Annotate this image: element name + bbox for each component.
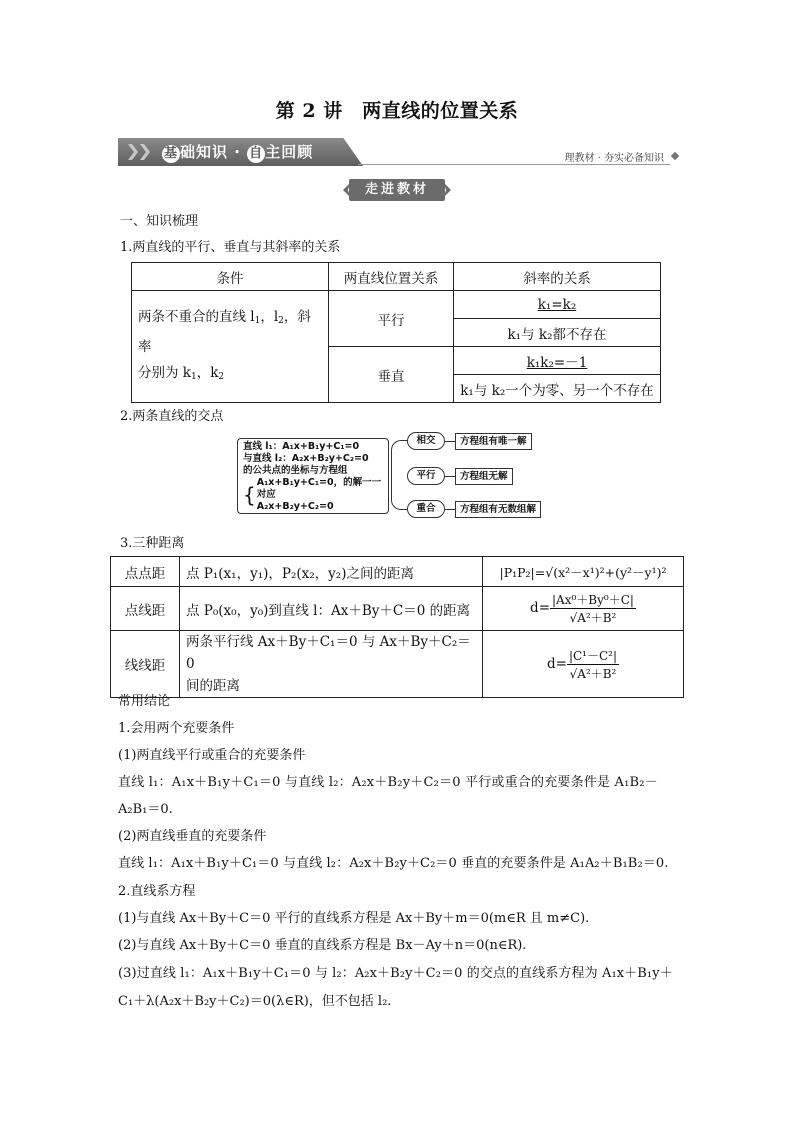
table-cell: 点线距 xyxy=(111,587,180,631)
conclusion-1b-text: 直线 l₁：A₁x＋B₁y＋C₁＝0 与直线 l₂：A₂x＋B₂y＋C₂＝0 垂直的充要条件是 A₁A₂＋B₁B₂＝0. xyxy=(118,856,669,871)
section-banner xyxy=(118,138,678,168)
heading-knowledge: 一、知识梳理 xyxy=(120,214,199,229)
intersect-node: 相交 xyxy=(407,432,445,450)
table-cell: k₁k₂=－1 xyxy=(454,347,661,375)
coincide-node: 重合 xyxy=(407,500,445,518)
diagram-system-box: 直线 l₁：A₁x+B₁y+C₁=0 与直线 l₂：A₂x+B₂y+C₂=0 的公共点的坐标与方程组 { A₁x+B₁y+C₁=0，的解一一对应 A₂x+B₂y+C₂=0 xyxy=(237,438,389,514)
connector-line xyxy=(445,476,455,477)
table-cell: k₁=k₂ xyxy=(454,291,661,319)
table-cell: k₁与 k₂一个为零、另一个不存在 xyxy=(454,375,661,403)
conclusion-1a-text: 直线 l₁：A₁x＋B₁y＋C₁＝0 与直线 l₂：A₂x＋B₂y＋C₂＝0 平行或重合的充要条件是 A₁B₂－ xyxy=(118,775,658,790)
table-header: 条件 xyxy=(132,263,329,291)
conclusion-1a-text-cont: A₂B₁＝0. xyxy=(118,802,173,817)
result-unique: 方程组有唯一解 xyxy=(455,433,532,450)
common-conclusions-heading: 常用结论 xyxy=(118,694,171,709)
intersection-diagram xyxy=(237,432,557,518)
conclusion-2a: (1)与直线 Ax＋By＋C＝0 平行的直线系方程是 Ax＋By＋m＝0(m∈R 且 m≠C). xyxy=(118,911,590,926)
diamond-icon xyxy=(671,152,679,160)
table-cell: 点 P₁(x₁，y₁)，P₂(x₂，y₂)之间的距离 xyxy=(180,557,483,587)
parallel-cell: 平行 xyxy=(329,291,454,347)
item-2-heading: 2.两条直线的交点 xyxy=(120,409,224,424)
item-1-heading: 1.两直线的平行、垂直与其斜率的关系 xyxy=(120,240,341,255)
conclusion-2c: (3)过直线 l₁：A₁x＋B₁y＋C₁＝0 与 l₂：A₂x＋B₂y＋C₂＝0 的交点的直线系方程为 A₁x＋B₁y＋ xyxy=(118,966,673,981)
distance-fraction: $\frac{\text{|C¹－C²|}}{\text{√A²＋B²}}$ xyxy=(568,648,618,681)
table-header: 两直线位置关系 xyxy=(329,263,454,291)
diagram-brace xyxy=(391,440,408,510)
tag-label: 走进教材 xyxy=(349,179,445,201)
conclusion-1b: (2)两直线垂直的充要条件 xyxy=(118,829,267,844)
banner-divider xyxy=(358,164,670,165)
table-cell: 点点距 xyxy=(111,557,180,587)
connector-line xyxy=(445,509,455,510)
parallel-node: 平行 xyxy=(407,467,445,485)
conclusion-2b: (2)与直线 Ax＋By＋C＝0 垂直的直线系方程是 Bx－Ay＋n＝0(n∈R). xyxy=(118,938,527,953)
page-title: 第 2 讲 两直线的位置关系 xyxy=(275,100,519,122)
conclusion-2-heading: 2.直线系方程 xyxy=(118,884,196,899)
conclusion-1a: (1)两直线平行或重合的充要条件 xyxy=(118,748,306,763)
slope-relation-table xyxy=(131,262,661,403)
banner-subtitle: 理教材 · 夯实必备知识 xyxy=(564,153,664,164)
conclusion-2c-cont: C₁＋λ(A₂x＋B₂y＋C₂)＝0(λ∈R)，但不包括 l₂. xyxy=(118,994,392,1009)
table-cell: 点 P₀(x₀，y₀)到直线 l：Ax＋By＋C＝0 的距离 xyxy=(180,587,483,631)
distance-fraction: $\frac{\text{|Ax⁰＋By⁰＋C|}}{\text{√A²＋B²}}$ xyxy=(552,593,634,625)
table-cell: |P₁P₂|=√(x²－x¹)²+(y²－y¹)² xyxy=(483,557,684,587)
item-3-heading: 3.三种距离 xyxy=(120,536,185,551)
table-header: 斜率的关系 xyxy=(454,263,661,291)
table-cell: k₁与 k₂都不存在 xyxy=(454,319,661,347)
table-cell: 两条平行线 Ax＋By＋C₁＝0 与 Ax＋By＋C₂＝0 间的距离 xyxy=(180,631,483,698)
conclusion-1-heading: 1.会用两个充要条件 xyxy=(118,721,235,736)
result-infinite: 方程组有无数组解 xyxy=(455,501,541,518)
distance-table xyxy=(110,556,684,698)
perpendicular-cell: 垂直 xyxy=(329,347,454,403)
connector-line xyxy=(445,441,455,442)
section-tag xyxy=(343,179,451,201)
table-cell: d= $\frac{\text{|C¹－C²|}}{\text{√A²＋B²}}$ xyxy=(483,631,684,698)
table-cell: 线线距 xyxy=(111,631,180,698)
banner-title: 基 础知识 · 自 主回顾 xyxy=(163,143,314,161)
result-none: 方程组无解 xyxy=(455,468,513,485)
table-cell: d= $\frac{\text{|Ax⁰＋By⁰＋C|}}{\text{√A²＋B²}}$ xyxy=(483,587,684,631)
condition-cell: 两条不重合的直线 $l_1$，$l_2$，斜率 分别为 $k_1$，$k_2$ xyxy=(132,291,329,403)
